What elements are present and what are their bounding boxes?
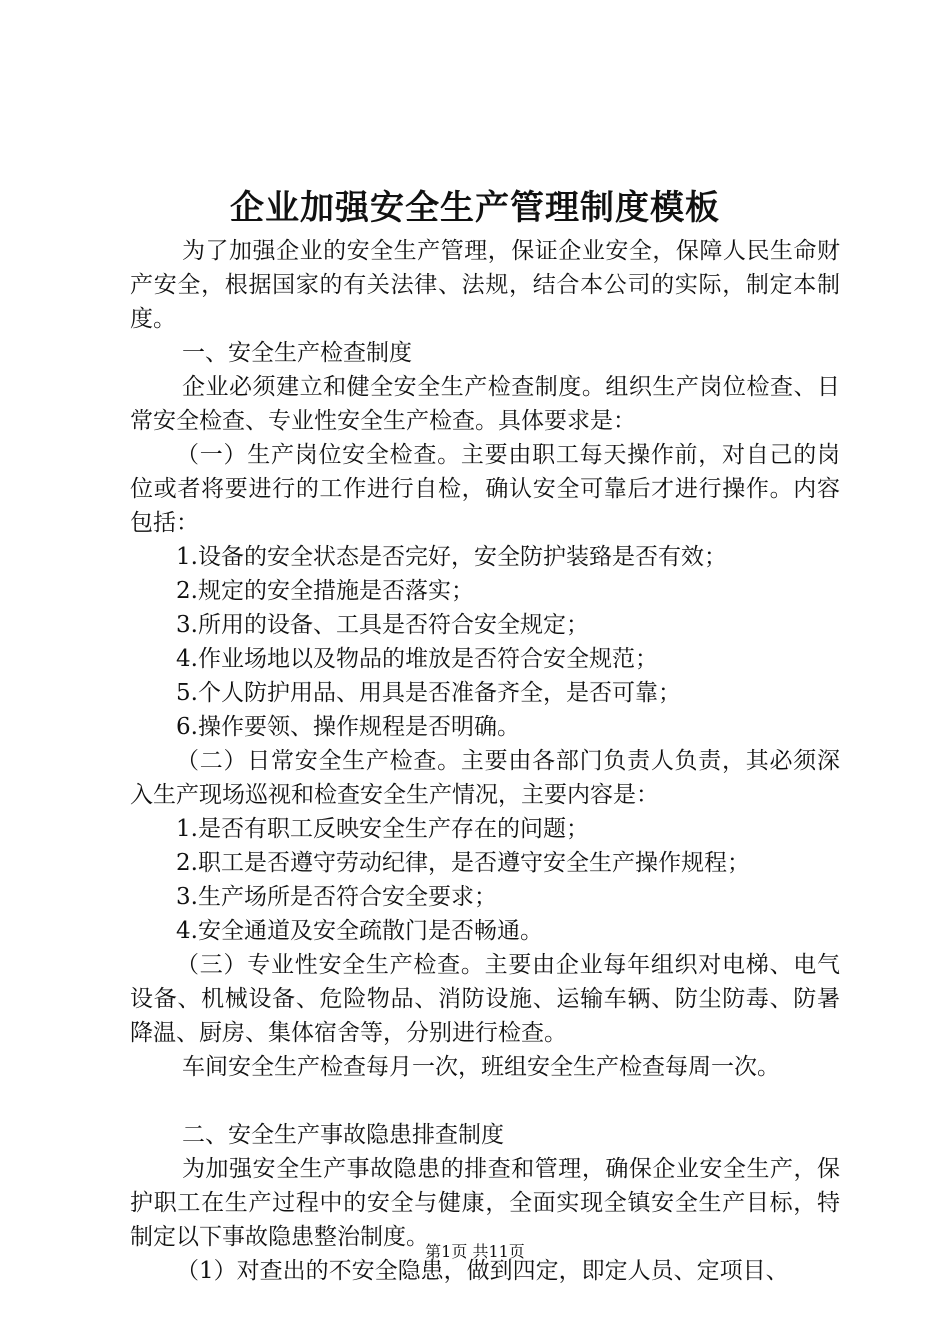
list-item: 3.所用的设备、工具是否符合安全规定； [176, 612, 589, 638]
list-item: 2.职工是否遵守劳动纪律，是否遵守安全生产操作规程； [176, 850, 750, 876]
list-item: 6.操作要领、操作规程是否明确。 [176, 714, 520, 740]
paragraph: （1）对查出的不安全隐患，做到四定，即定人员、定项目、 [176, 1258, 789, 1284]
section-heading-1: 一、安全生产检查制度 [182, 340, 412, 366]
subsection-heading-2: （二）日常安全生产检查。主要由各部门负责人负责，其必须深入生产现场巡视和检查安全生产情况，主要内容是： [130, 748, 840, 808]
list-item: 1.设备的安全状态是否完好，安全防护装臵是否有效； [176, 544, 727, 570]
paragraph: 为加强安全生产事故隐患的排查和管理，确保企业安全生产，保护职工在生产过程中的安全与健康，全面实现全镇安全生产目标，特制定以下事故隐患整治制度。 [130, 1156, 840, 1250]
subsection-heading-1: （一）生产岗位安全检查。主要由职工每天操作前，对自己的岗位或者将要进行的工作进行自检，确认安全可靠后才进行操作。内容包括： [130, 442, 840, 536]
paragraph: 企业必须建立和健全安全生产检查制度。组织生产岗位检查、日常安全检查、专业性安全生产检查。具体要求是： [130, 374, 840, 434]
paragraph: 车间安全生产检查每月一次，班组安全生产检查每周一次。 [182, 1054, 780, 1080]
list-item: 5.个人防护用品、用具是否准备齐全，是否可靠； [176, 680, 681, 706]
intro-paragraph: 为了加强企业的安全生产管理，保证企业安全，保障人民生命财产安全，根据国家的有关法律、法规，结合本公司的实际，制定本制度。 [130, 238, 840, 332]
list-item: 2.规定的安全措施是否落实； [176, 578, 474, 604]
page-footer: 第1页 共11页 [425, 1242, 525, 1261]
paragraph-spacer [130, 1084, 840, 1118]
subsection-heading-3: （三）专业性安全生产检查。主要由企业每年组织对电梯、电气设备、机械设备、危险物品、消防设施、运输车辆、防尘防毒、防暑降温、厨房、集体宿舍等，分别进行检查。 [130, 952, 840, 1046]
list-item: 3.生产场所是否符合安全要求； [176, 884, 497, 910]
document-body [130, 234, 840, 1288]
list-item: 4.安全通道及安全疏散门是否畅通。 [176, 918, 543, 944]
section-heading-2: 二、安全生产事故隐患排查制度 [182, 1122, 504, 1148]
document-title: 企业加强安全生产管理制度模板 [230, 188, 720, 228]
list-item: 4.作业场地以及物品的堆放是否符合安全规范； [176, 646, 658, 672]
list-item: 1.是否有职工反映安全生产存在的问题； [176, 816, 589, 842]
